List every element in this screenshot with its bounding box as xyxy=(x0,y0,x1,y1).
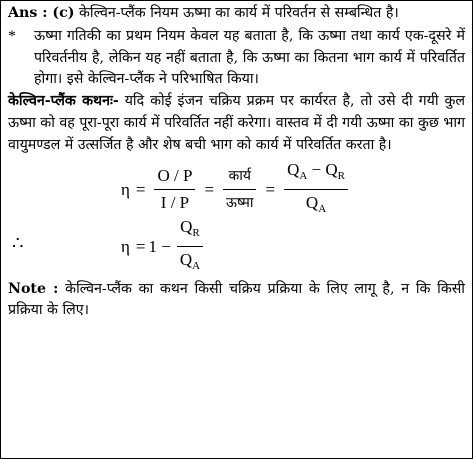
eta-symbol: η xyxy=(121,179,130,199)
answer-label: Ans : (c) xyxy=(8,5,75,21)
note-item xyxy=(8,26,465,91)
subscript: A xyxy=(299,170,308,183)
fraction-numerator xyxy=(284,159,348,189)
q-symbol: Q xyxy=(305,193,319,213)
equals-sign: = xyxy=(204,179,215,199)
fraction-denominator xyxy=(177,247,203,277)
q-symbol: Q xyxy=(179,250,193,270)
note-text: केल्विन-प्लैंक का कथन किसी चक्रिय प्रक्रिया के लिए लागू है, न कि किसी प्रक्रिया के लिए। xyxy=(8,280,465,319)
equations xyxy=(8,157,465,275)
fraction-denominator: ऊष्मा xyxy=(226,195,254,212)
subscript: R xyxy=(192,227,200,240)
statement-text: यदि कोई इंजन चक्रिय प्रक्रम पर कार्यरत है, तो उसे दी गयी कुल ऊष्मा को वह पूरा-पूरा कार्य में परिवर्तित नहीं करेगा। वास्तव में दी गयी ऊष्मा का कुछ भाग वायुमण्डल में उत्सर्जित है और शेष बची भाग को कार्य में परिवर्तित करता है। xyxy=(8,93,465,153)
note-text: ऊष्मा गतिकी का प्रथम नियम केवल यह बताता है, कि ऊष्मा तथा कार्य एक-दूसरे में परिवर्तनीय है, लेकिन यह नहीं बताता है, कि ऊष्मा का कितना भाग कार्य में परिवर्तित होगा। इसे केल्विन-प्लैंक ने परिभाषित किया। xyxy=(34,27,465,88)
subscript: A xyxy=(318,203,327,216)
bullet-star: * xyxy=(8,27,16,45)
note-paragraph xyxy=(8,279,465,323)
efficiency-equation xyxy=(118,161,354,219)
fraction-numerator xyxy=(177,216,203,246)
fraction-numerator: कार्य xyxy=(228,168,251,185)
q-symbol: Q xyxy=(287,160,300,180)
fraction-heat-ratio xyxy=(177,216,203,277)
eta-symbol: η xyxy=(121,236,130,256)
subscript: R xyxy=(337,170,346,183)
q-symbol: Q xyxy=(325,160,338,180)
therefore-symbol: ∴ xyxy=(12,232,24,253)
statement-label: केल्विन-प्लैंक कथनः- xyxy=(8,93,119,110)
fraction-output-input xyxy=(154,165,195,214)
one-minus: 1 − xyxy=(148,236,171,256)
equals-sign: = xyxy=(135,236,146,256)
answer-text: केल्विन-प्लैंक नियम ऊष्मा का कार्य में परिवर्तन से सम्बन्धित है। xyxy=(79,5,399,21)
note-label: Note : xyxy=(8,280,59,297)
fraction-numerator: O / P xyxy=(157,166,193,186)
statement-paragraph xyxy=(8,91,465,156)
answer-paragraph xyxy=(8,3,465,25)
fraction-heat-difference xyxy=(284,159,348,220)
subscript: A xyxy=(192,260,201,273)
equals-sign: = xyxy=(135,179,146,199)
minus-sign: − xyxy=(307,160,326,180)
equals-sign: = xyxy=(265,179,276,199)
fraction-denominator: I / P xyxy=(160,193,190,213)
fraction-work-heat xyxy=(223,165,256,214)
q-symbol: Q xyxy=(180,217,193,237)
fraction-denominator xyxy=(303,190,329,220)
efficiency-result-equation xyxy=(118,219,209,275)
